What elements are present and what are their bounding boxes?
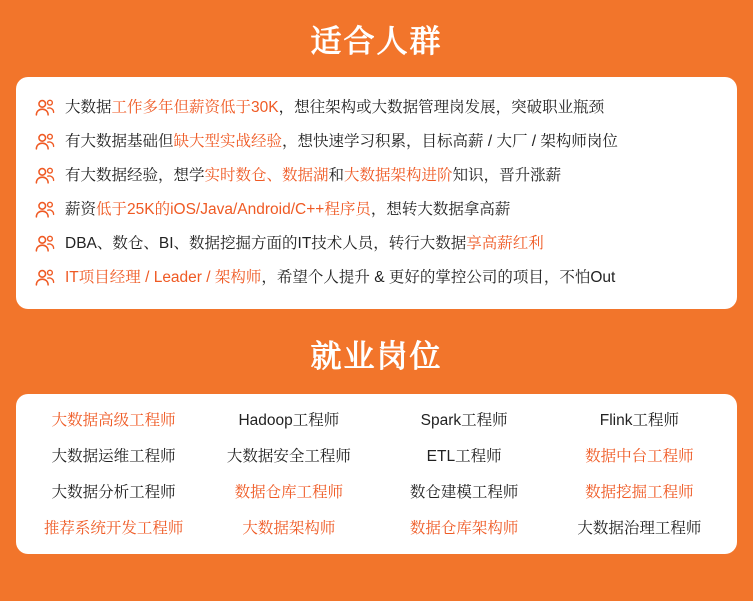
audience-highlight-text: IT项目经理 / Leader / 架构师 [65,268,262,286]
audience-highlight-text: 实时数仓、数据湖 [204,166,329,184]
audience-card [16,77,737,309]
audience-row-text [65,167,561,186]
audience-highlight-text: 工作多年但薪资低于30K [111,98,279,116]
job-item[interactable]: Hadoop工程师 [238,412,340,429]
job-item[interactable]: 数据中台工程师 [585,448,694,465]
audience-row [34,193,719,227]
audience-plain-text: DBA、数仓、BI、数据挖掘方面的IT技术人员，转行大数据 [65,234,467,252]
jobs-card [16,394,737,554]
audience-row-text [65,99,604,118]
audience-plain-text: 大数据 [65,98,112,116]
person-icon [34,131,56,153]
audience-row [34,227,719,261]
audience-highlight-text: 大数据架构进阶 [344,166,453,184]
job-item[interactable]: 数据仓库工程师 [234,484,344,501]
audience-row-text [65,235,544,254]
audience-row [34,125,719,159]
person-icon [34,165,56,187]
audience-plain-text: 有大数据经验，想学 [65,166,205,184]
audience-row [34,261,719,295]
page-title-jobs: 就业岗位 [310,339,443,374]
job-item[interactable]: 大数据分析工程师 [51,484,176,501]
job-item[interactable]: 大数据高级工程师 [51,412,176,429]
job-item[interactable]: Flink工程师 [599,412,679,429]
job-item[interactable]: 数仓建模工程师 [409,484,519,501]
audience-row [34,91,719,125]
audience-plain-text: 薪资 [65,200,97,218]
job-item[interactable]: 数据仓库架构师 [409,520,519,537]
audience-row-text [65,269,615,288]
job-item[interactable]: 推荐系统开发工程师 [43,520,184,537]
person-icon [34,267,56,289]
page-title-audience: 适合人群 [310,24,443,59]
person-icon [34,97,56,119]
job-item[interactable]: 大数据运维工程师 [51,448,176,465]
audience-plain-text: ，想转大数据拿高薪 [370,200,511,218]
job-item[interactable]: 大数据治理工程师 [577,520,702,537]
job-item[interactable]: 大数据安全工程师 [226,448,351,465]
audience-plain-text: 有大数据基础但 [65,132,174,150]
person-icon [34,233,56,255]
audience-plain-text: 和 [328,166,345,184]
audience-list [34,91,719,295]
audience-plain-text: ，想快速学习积累，目标高薪 / 大厂 / 架构师岗位 [282,132,618,150]
audience-row-text [65,133,618,152]
job-item[interactable]: Spark工程师 [420,412,508,429]
job-item[interactable]: 数据挖掘工程师 [585,484,694,501]
job-item[interactable]: 大数据架构师 [242,520,336,537]
job-item[interactable]: ETL工程师 [426,448,502,465]
audience-highlight-text: 享高薪红利 [466,234,544,252]
audience-plain-text: 知识，晋升涨薪 [452,166,562,184]
audience-highlight-text: 缺大型实战经验 [173,132,283,150]
audience-row-text [65,201,510,220]
audience-row [34,159,719,193]
audience-plain-text: ，希望个人提升 & 更好的掌控公司的项目，不怕Out [261,268,616,286]
audience-highlight-text: 低于25K的iOS/Java/Android/C++程序员 [96,200,371,218]
person-icon [34,199,56,221]
jobs-grid [26,408,727,538]
audience-plain-text: ，想往架构或大数据管理岗发展，突破职业瓶颈 [278,98,605,116]
